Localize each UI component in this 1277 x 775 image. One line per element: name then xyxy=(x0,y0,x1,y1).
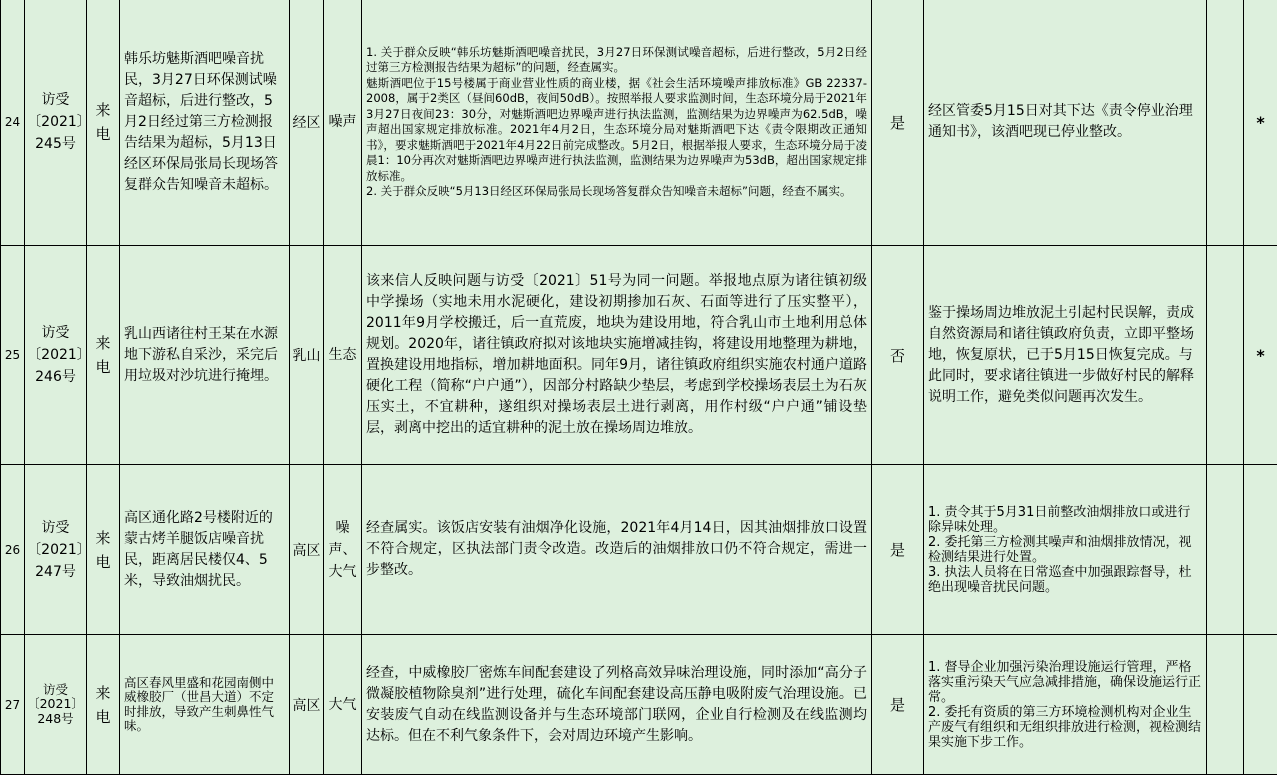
investigation-finding xyxy=(362,246,872,465)
table-row xyxy=(1,0,1277,246)
blank-cell xyxy=(1207,246,1244,465)
source-type: 来电 xyxy=(87,465,120,635)
category: 生态 xyxy=(324,246,362,465)
blank-cell xyxy=(1207,635,1244,775)
blank-cell xyxy=(1207,465,1244,635)
case-code: 访受〔2021〕246号 xyxy=(25,246,87,465)
complaint-content: 高区通化路2号楼附近的蒙古烤羊腿饭店噪音扰民，距离居民楼仅4、5米，导致油烟扰民。 xyxy=(120,465,290,635)
case-code: 访受〔2021〕245号 xyxy=(25,0,87,246)
area: 高区 xyxy=(290,635,324,775)
mark-cell: * xyxy=(1244,0,1277,246)
complaint-content: 乳山西诸往村王某在水源地下游私自采沙，采完后用垃圾对沙坑进行掩埋。 xyxy=(120,246,290,465)
investigation-finding xyxy=(362,635,872,775)
result-item: 2. 委托有资质的第三方环境检测机构对企业生产废气有组织和无组织排放进行检测，视检测结果实施下步工作。 xyxy=(928,705,1202,750)
complaint-content: 韩乐坊魅斯酒吧噪音扰民，3月27日环保测试噪音超标，后进行整改，5月2日经过第三方检测报告结果为超标，5月13日经区环保局张局长现场答复群众告知噪音未超标。 xyxy=(120,0,290,246)
row-number: 27 xyxy=(1,635,25,775)
result-item: 2. 委托第三方检测其噪声和油烟排放情况，视检测结果进行处置。 xyxy=(928,535,1202,565)
handling-result xyxy=(924,635,1207,775)
table-row xyxy=(1,465,1277,635)
verified-flag: 否 xyxy=(872,246,924,465)
verified-flag: 是 xyxy=(872,0,924,246)
handling-result xyxy=(924,465,1207,635)
handling-result: 鉴于操场周边堆放泥土引起村民误解，责成自然资源局和诸往镇政府负责，立即平整场地，恢复原状，已于5月15日恢复完成。与此同时，要求诸往镇进一步做好村民的解释说明工作，避免类似问题再次发生。 xyxy=(924,246,1207,465)
case-code: 访受〔2021〕247号 xyxy=(25,465,87,635)
area: 高区 xyxy=(290,465,324,635)
complaint-content: 高区春风里盛和花园南侧中威橡胶厂（世昌大道）不定时排放，导致产生刺鼻性气味。 xyxy=(120,635,290,775)
verified-flag: 是 xyxy=(872,635,924,775)
finding-paragraph: 该来信人反映问题与访受〔2021〕51号为同一问题。举报地点原为诸往镇初级中学操场（实地未用水泥硬化，建设初期掺加石灰、石面等进行了压实整平），2011年9月学校搬迁，后一直荒废，地块为建设用地，符合乳山市土地利用总体规划。2020年，诸往镇政府拟对该地块实施增减挂钩，将建设用地整理为耕地，置换建设用地指标，增加耕地面积。同年9月，诸往镇政府组织实施农村通户道路硬化工程（简称“户户通”），因部分村路缺少垫层，考虑到学校操场表层土为石灰压实土，不宜耕种，遂组织对操场表层土进行剥离，用作村级“户户通”铺设垫层，剥离中挖出的适宜耕种的泥土放在操场周边堆放。 xyxy=(366,271,867,439)
mark-cell xyxy=(1244,465,1277,635)
mark-cell: * xyxy=(1244,246,1277,465)
finding-paragraph: 2. 关于群众反映“5月13日经区环保局张局长现场答复群众告知噪音未超标”问题，经查不属实。 xyxy=(366,184,867,200)
table-row xyxy=(1,246,1277,465)
finding-paragraph: 经查属实。该饭店安装有油烟净化设施，2021年4月14日，因其油烟排放口设置不符合规定，区执法部门责令改造。改造后的油烟排放口仍不符合规定，需进一步整改。 xyxy=(366,518,867,581)
category: 大气 xyxy=(324,635,362,775)
result-item: 1. 督导企业加强污染治理设施运行管理，严格落实重污染天气应急减排措施，确保设施运行正常。 xyxy=(928,660,1202,705)
table-row xyxy=(1,635,1277,775)
area: 乳山 xyxy=(290,246,324,465)
blank-cell xyxy=(1207,0,1244,246)
result-item: 3. 执法人员将在日常巡查中加强跟踪督导，杜绝出现噪音扰民问题。 xyxy=(928,565,1202,595)
category: 噪声、大气 xyxy=(324,465,362,635)
mark-cell xyxy=(1244,635,1277,775)
handling-result: 经区管委5月15日对其下达《责令停业治理通知书》，该酒吧现已停业整改。 xyxy=(924,0,1207,246)
finding-paragraph: 魅斯酒吧位于15号楼属于商业营业性质的商业楼，据《社会生活环境噪声排放标准》GB 22337-2008，属于2类区（昼间60dB，夜间50dB）。按照举报人要求监测时间，生态环境分局于2021年3月27日夜间23：30分，对魅斯酒吧边界噪声进行执法监测，监测结果为边界噪声为62.5dB，噪声超出国家规定排放标准。2021年4月2日，生态环境分局对魅斯酒吧下达《责令限期改正通知书》，要求魅斯酒吧于2021年4月22日前完成整改。5月2日，根据举报人要求，生态环境分局于凌晨1：10分再次对魅斯酒吧边界噪声进行执法监测，监测结果为边界噪声为53dB，超出国家规定排放标准。 xyxy=(366,76,867,185)
source-type: 来电 xyxy=(87,246,120,465)
area: 经区 xyxy=(290,0,324,246)
source-type: 来电 xyxy=(87,635,120,775)
finding-paragraph: 经查，中威橡胶厂密炼车间配套建设了列格高效异味治理设施，同时添加“高分子微凝胶植物除臭剂”进行处理，硫化车间配套建设高压静电吸附废气治理设施。已安装废气自动在线监测设备并与生态环境部门联网，企业自行检测及在线监测均达标。但在不利气象条件下，会对周边环境产生影响。 xyxy=(366,663,867,747)
category: 噪声 xyxy=(324,0,362,246)
finding-paragraph: 1. 关于群众反映“韩乐坊魅斯酒吧噪音扰民，3月27日环保测试噪音超标，后进行整改，5月2日经过第三方检测报告结果为超标”的问题，经查属实。 xyxy=(366,45,867,76)
source-type: 来电 xyxy=(87,0,120,246)
result-item: 1. 责令其于5月31日前整改油烟排放口或进行除异味处理。 xyxy=(928,505,1202,535)
row-number: 24 xyxy=(1,0,25,246)
row-number: 26 xyxy=(1,465,25,635)
investigation-finding xyxy=(362,465,872,635)
case-code: 访受〔2021〕248号 xyxy=(25,635,87,775)
verified-flag: 是 xyxy=(872,465,924,635)
investigation-finding xyxy=(362,0,872,246)
row-number: 25 xyxy=(1,246,25,465)
